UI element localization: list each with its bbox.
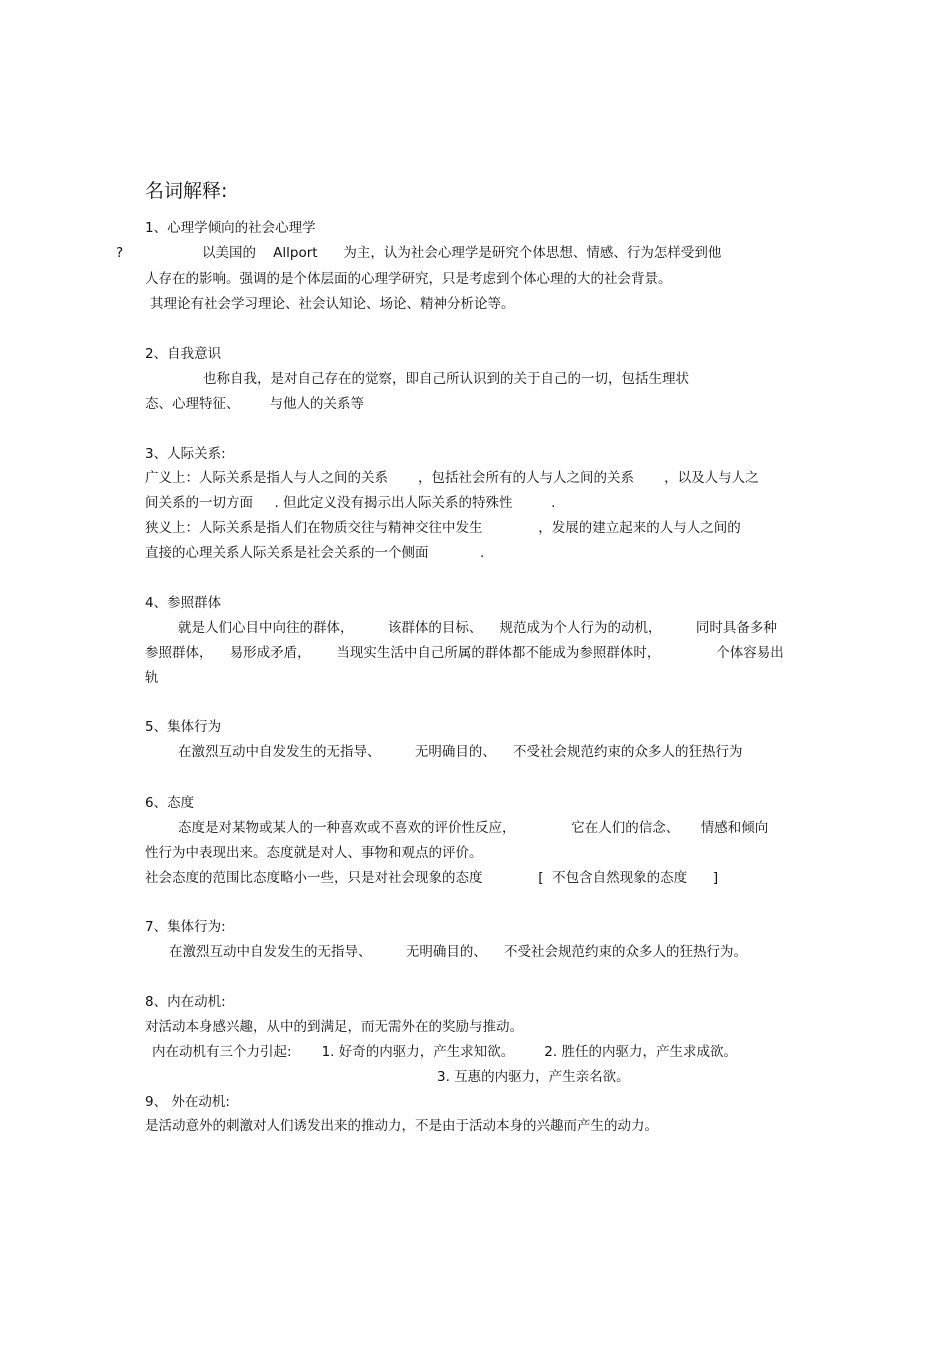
page-title: 名词解释:	[145, 180, 228, 202]
item-5-heading: 5、集体行为	[145, 719, 222, 735]
item-2-line: 也称自我，是对自己存在的觉察，即自己所认识到的关于自己的一切，包括生理状	[203, 371, 689, 387]
item-1-line: 人存在的影响。强调的是个体层面的心理学研究，只是考虑到个体心理的大的社会背景。	[145, 271, 672, 287]
item-3-line: 间关系的一切方面 . 但此定义没有揭示出人际关系的特殊性 .	[145, 495, 556, 511]
item-1-line: 其理论有社会学习理论、社会认知论、场论、精神分析论等。	[150, 296, 515, 312]
item-8-heading: 8、内在动机:	[145, 994, 226, 1010]
item-6-line: 性行为中表现出来。态度就是对人、事物和观点的评价。	[145, 845, 483, 861]
item-9-heading: 9、 外在动机:	[145, 1094, 230, 1110]
item-8-line: 内在动机有三个力引起: 1. 好奇的内驱力，产生求知欲。 2. 胜任的内驱力，产生求成欲。	[152, 1044, 737, 1060]
item-9-line: 是活动意外的刺激对人们诱发出来的推动力，不是由于活动本身的兴趣而产生的动力。	[145, 1118, 658, 1134]
item-6-heading: 6、态度	[145, 795, 195, 811]
item-3-line: 狭义上：人际关系是指人们在物质交往与精神交往中发生 ，发展的建立起来的人与人之间的	[145, 520, 741, 536]
item-7-line: 在激烈互动中自发发生的无指导、 无明确目的、 不受社会规范约束的众多人的狂热行为。	[169, 944, 747, 960]
item-4-line: 轨	[145, 670, 159, 686]
item-6-line: 态度是对某物或某人的一种喜欢或不喜欢的评价性反应， 它在人们的信念、 情感和倾向	[178, 820, 769, 836]
item-4-heading: 4、参照群体	[145, 595, 222, 611]
item-1-marker: ?	[116, 245, 124, 261]
item-1-line: 以美国的 Allport 为主，认为社会心理学是研究个体思想、情感、行为怎样受到他	[202, 245, 722, 261]
item-1-heading: 1、心理学倾向的社会心理学	[145, 220, 316, 236]
item-6-line: 社会态度的范围比态度略小一些，只是对社会现象的态度 [ 不包含自然现象的态度 ]	[145, 870, 719, 886]
item-7-heading: 7、集体行为:	[145, 919, 226, 935]
item-3-heading: 3、人际关系:	[145, 446, 226, 462]
item-5-line: 在激烈互动中自发发生的无指导、 无明确目的、 不受社会规范约束的众多人的狂热行为	[178, 744, 743, 760]
item-4-line: 就是人们心目中向往的群体， 该群体的目标、 规范成为个人行为的动机， 同时具备多种	[178, 620, 777, 636]
item-8-line: 对活动本身感兴趣，从中的到满足，而无需外在的奖励与推动。	[145, 1019, 523, 1035]
item-2-line: 态、心理特征、 与他人的关系等	[145, 396, 365, 412]
item-3-line: 直接的心理关系人际关系是社会关系的一个侧面 .	[145, 545, 485, 561]
item-4-line: 参照群体， 易形成矛盾， 当现实生活中自己所属的群体都不能成为参照群体时， 个体容易出	[145, 645, 784, 661]
item-2-heading: 2、自我意识	[145, 346, 222, 362]
item-3-line: 广义上：人际关系是指人与人之间的关系 ，包括社会所有的人与人之间的关系 ，以及人与人之	[145, 470, 759, 486]
item-8-line: 3. 互惠的内驱力，产生亲名欲。	[437, 1069, 630, 1085]
